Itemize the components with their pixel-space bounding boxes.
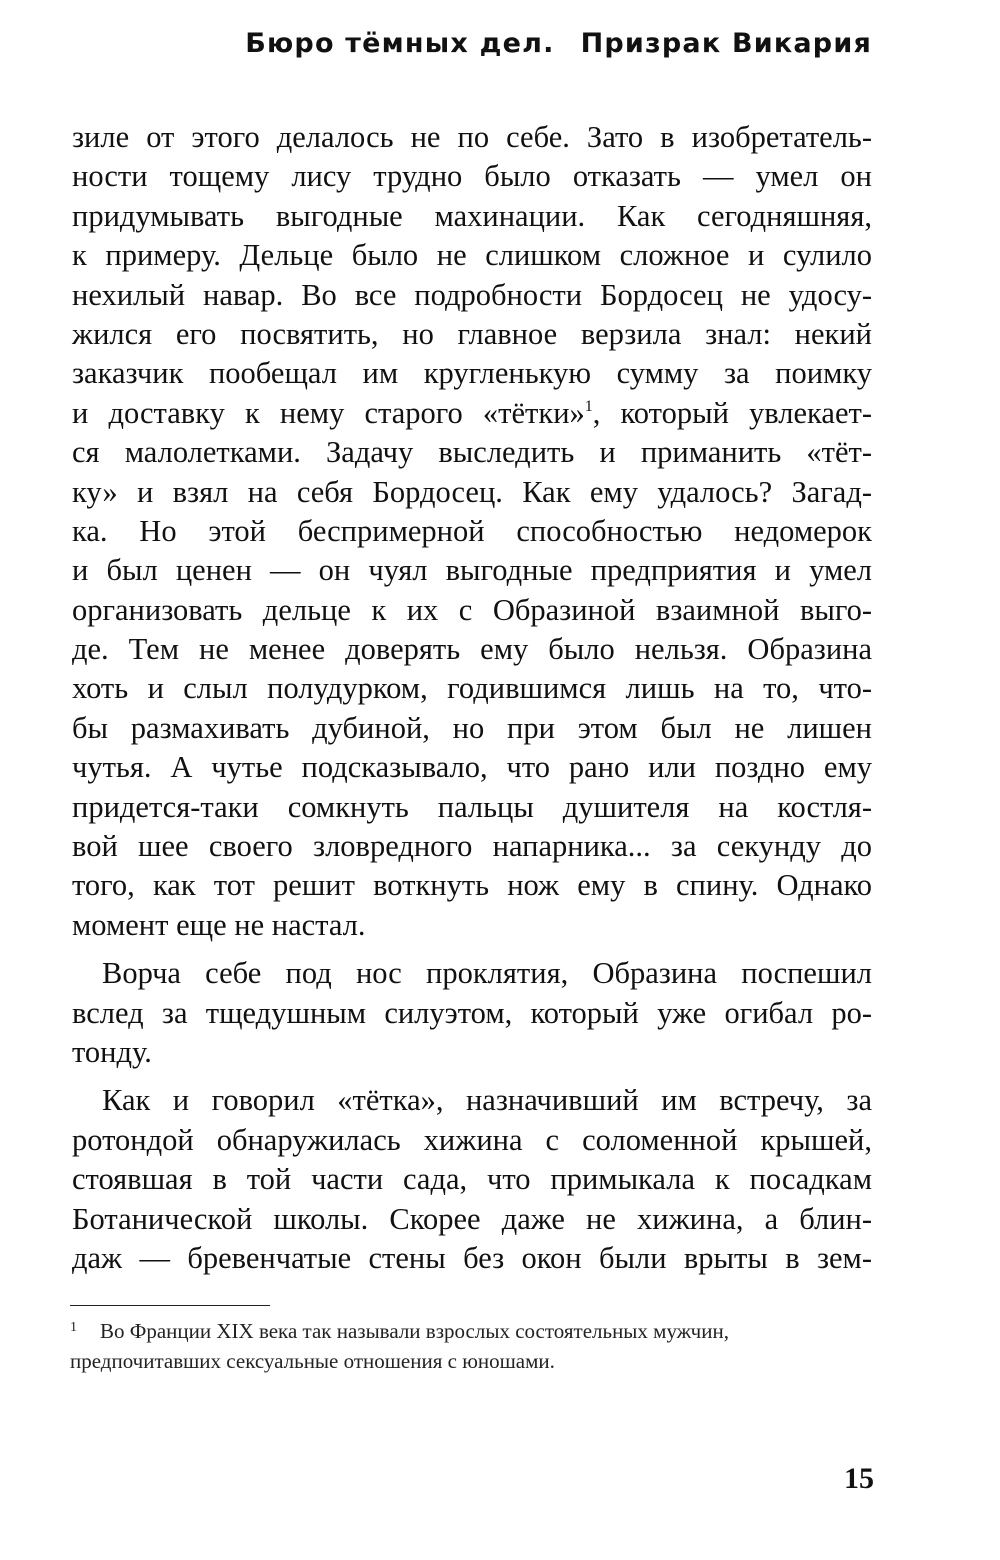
footnote xyxy=(70,1316,876,1376)
text-line: ротондой обнаружилась хижина с соломенной крышей, xyxy=(72,1122,872,1157)
book-title: Призрак Викария xyxy=(580,28,872,59)
footnote-ref[interactable]: 1 xyxy=(584,397,593,415)
text-line: Как и говорил «тётка», назначивший им встречу, за xyxy=(102,1083,872,1118)
text-line: ся малолетками. Задачу выследить и приманить «тёт- xyxy=(72,435,872,470)
footnote-line: предпочитавших сексуальные отношения с юношами. xyxy=(70,1349,555,1373)
text-line: чутья. А чутье подсказывало, что рано или поздно ему xyxy=(72,750,872,785)
text-line: заказчик пообещал им кругленькую сумму за поимку xyxy=(72,356,872,391)
text-line: жился его посвятить, но главное верзила знал: некий xyxy=(72,316,872,351)
text-line: к примеру. Дельце было не слишком сложное и сулило xyxy=(72,238,872,273)
text-line: ку» и взял на себя Бордосец. Как ему удалось? Загад- xyxy=(72,474,872,509)
body-text xyxy=(72,118,872,1278)
page-number: 15 xyxy=(844,1462,874,1495)
text-line: того, как тот решит воткнуть нож ему в спину. Однако xyxy=(72,868,872,903)
text-line: бы размахивать дубиной, но при этом был не лишен xyxy=(72,710,872,745)
text-line: хоть и слыл полудурком, годившимся лишь на то, что- xyxy=(72,671,872,706)
text-line: зиле от этого делалось не по себе. Зато в изобретатель- xyxy=(72,120,872,154)
text-segment: и доставку к нему старого «тётки» xyxy=(72,395,585,430)
text-line: нехилый навар. Во все подробности Бордосец не удосу- xyxy=(72,277,872,312)
text-line: Ботанической школы. Скорее даже не хижина, а блин- xyxy=(72,1201,872,1236)
text-line-with-footnote xyxy=(72,394,872,433)
text-line: момент еще не настал. xyxy=(72,907,366,942)
text-line: придется-таки сомкнуть пальцы душителя на костля- xyxy=(72,789,872,824)
text-line: вслед за тщедушным силуэтом, который уже огибал ро- xyxy=(72,995,872,1030)
text-segment: , который увлекает- xyxy=(592,395,872,430)
text-line: Ворча себе под нос проклятия, Образина поспешил xyxy=(102,956,872,991)
running-header xyxy=(245,28,872,59)
book-series-title: Бюро тёмных дел. xyxy=(245,28,555,59)
text-line: ности тощему лису трудно было отказать — умел он xyxy=(72,159,872,194)
footnote-divider xyxy=(70,1305,270,1306)
text-line: и был ценен — он чуял выгодные предприятия и умел xyxy=(72,553,872,588)
text-line: де. Тем не менее доверять ему было нельзя. Образина xyxy=(72,632,872,667)
text-line: придумывать выгодные махинации. Как сегодняшняя, xyxy=(72,198,872,233)
paragraph-gap xyxy=(72,945,872,954)
text-line: даж — бревенчатые стены без окон были врыты в зем- xyxy=(72,1240,872,1275)
footnote-text: Во Франции XIX века так называли взрослых состоятельных мужчин, xyxy=(100,1319,729,1343)
footnote-line: 1 Во Франции XIX века так называли взрослых состоятельных мужчин, xyxy=(70,1319,729,1343)
text-line: организовать дельце к их с Образиной взаимной выго- xyxy=(72,592,872,627)
text-line: тонду. xyxy=(72,1034,152,1069)
text-line: стоявшая в той части сада, что примыкала к посадкам xyxy=(72,1162,872,1197)
text-line: ка. Но этой беспримерной способностью недомерок xyxy=(72,513,872,548)
text-line: вой шее своего зловредного напарника... за секунду до xyxy=(72,829,872,864)
paragraph-gap xyxy=(72,1072,872,1081)
